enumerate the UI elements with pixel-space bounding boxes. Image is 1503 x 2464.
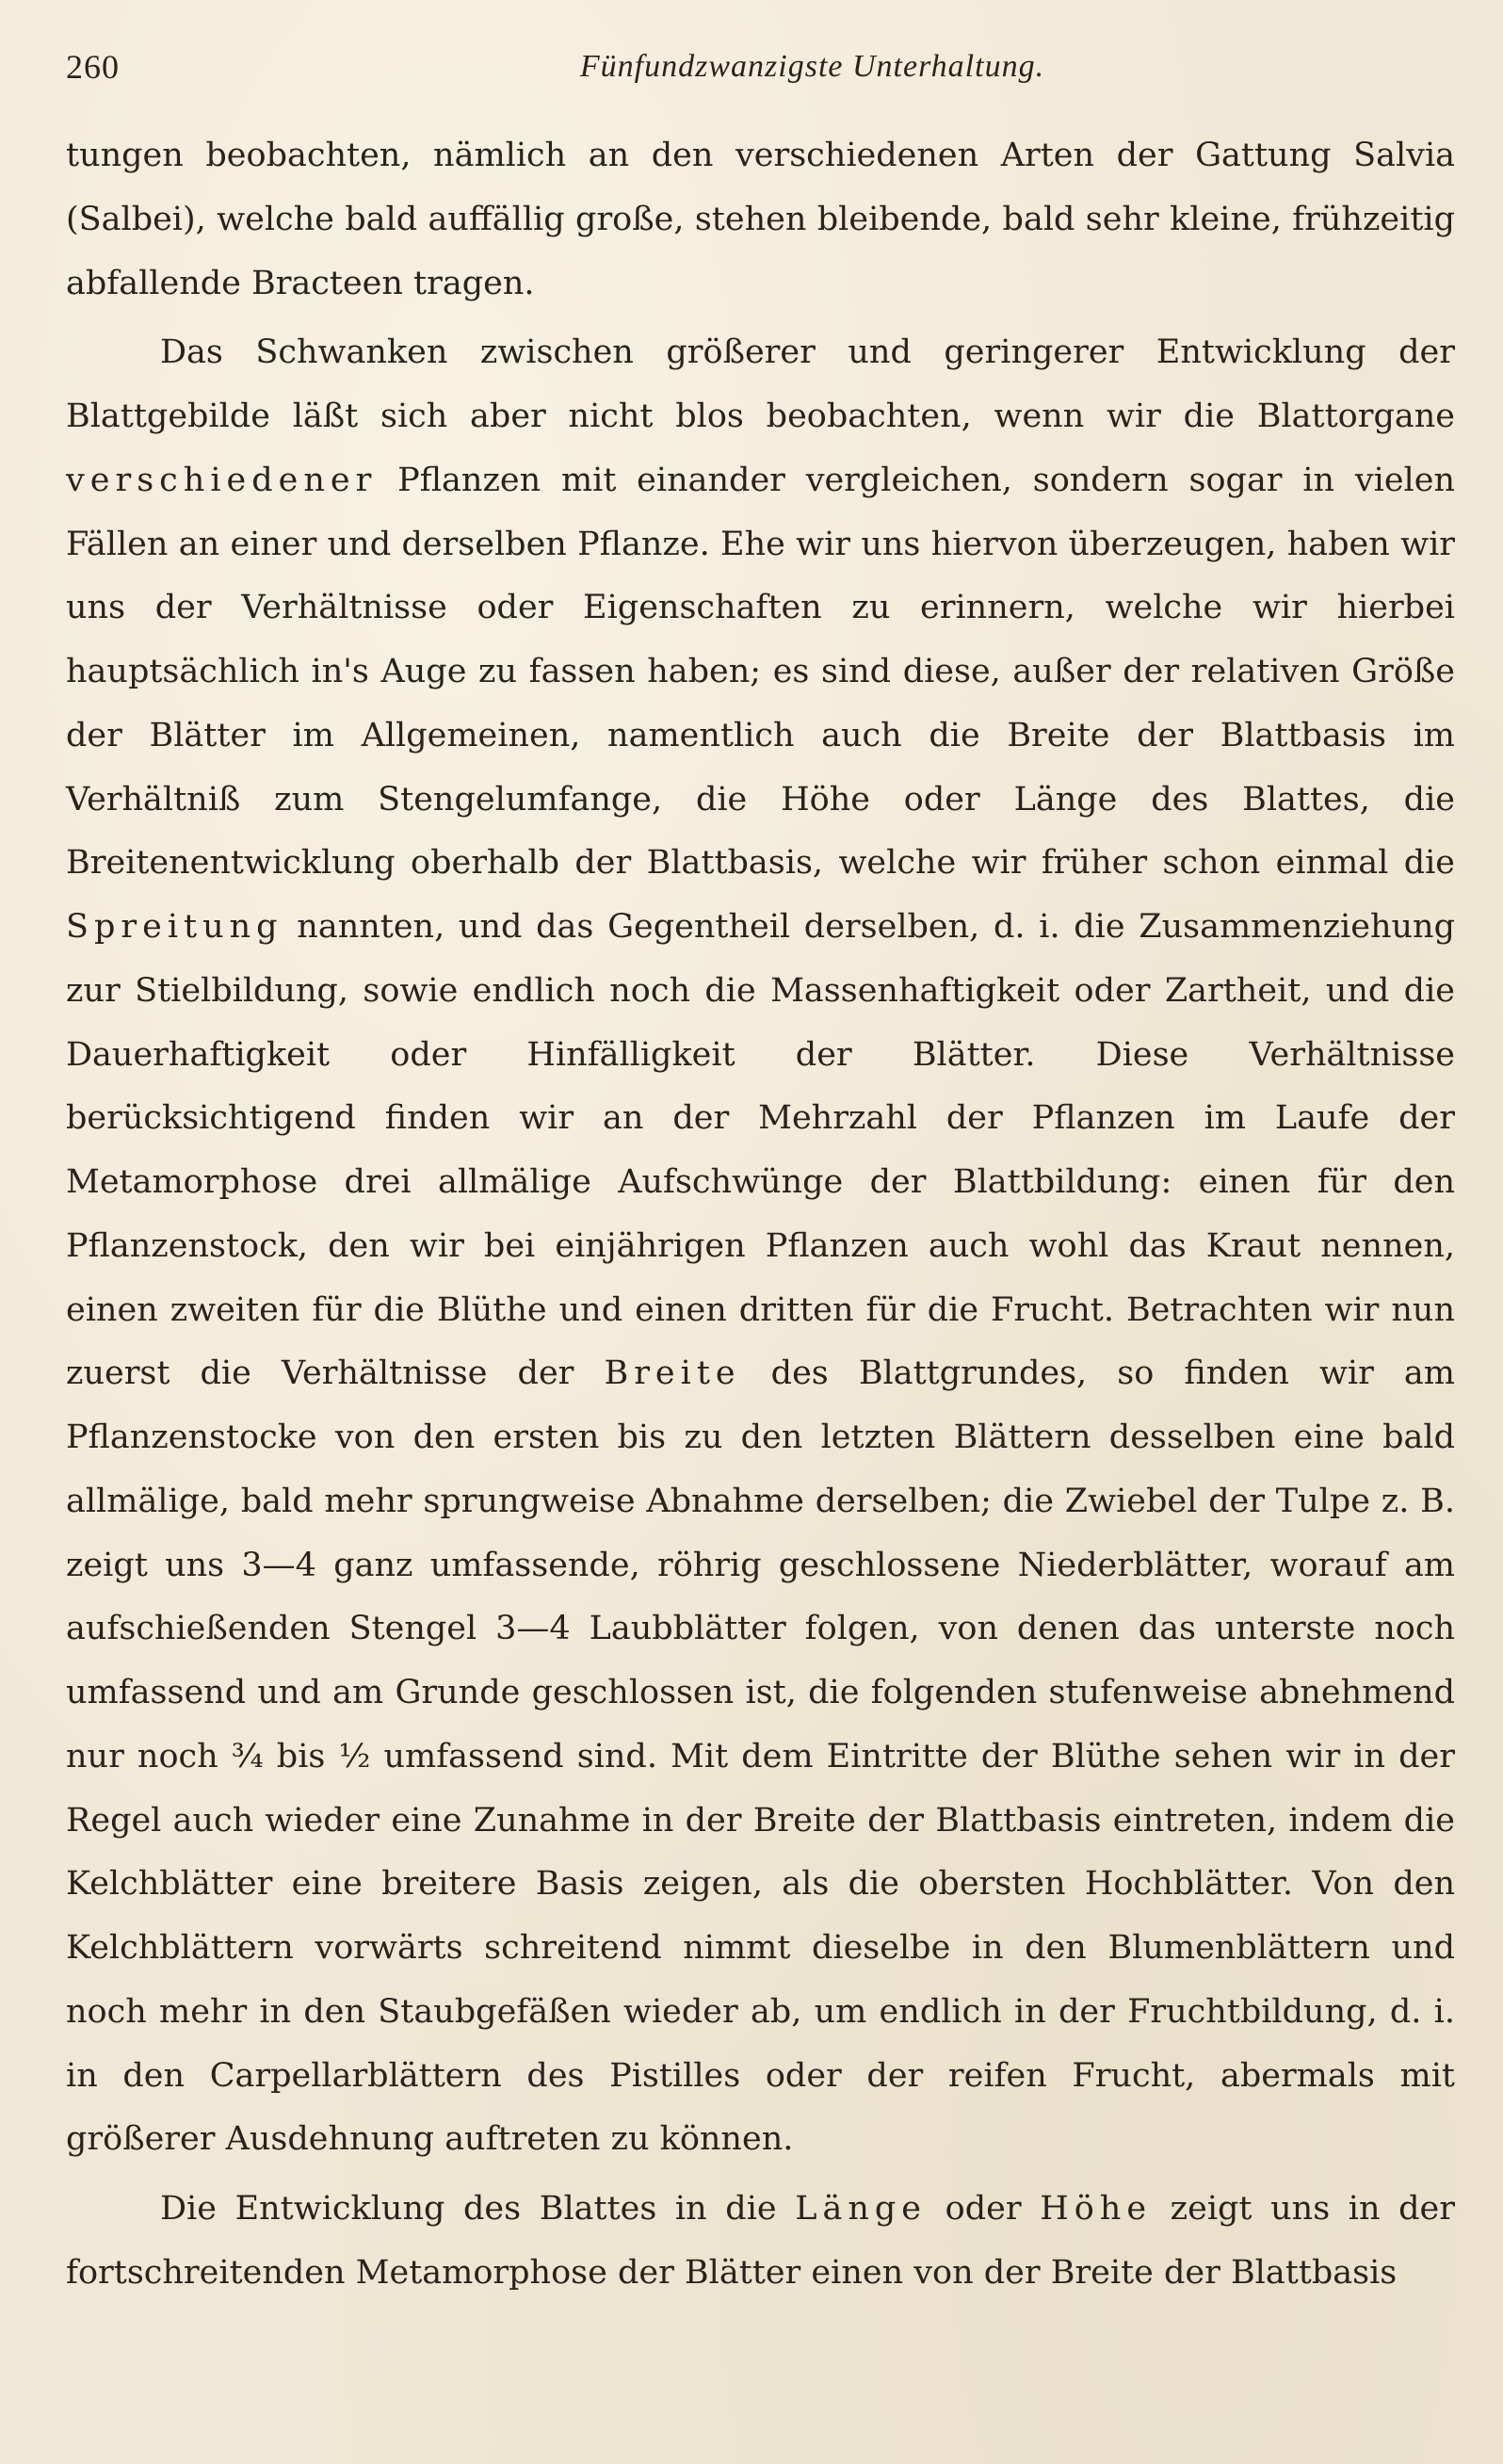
spaced-emphasis: Länge [795, 2190, 928, 2228]
text-run: des Blattgrundes, so finden wir am Pflanzenstocke von den ersten bis zu den letzten Blättern desselben eine bald allmälige, bald mehr sprungweise Abnahme derselben; die Zwiebel der Tulpe z. B. zeigt uns 3—4 ganz umfassende, röhrig geschlossene Niederblätter, worauf am aufschießenden Stengel 3—4 Laubblätter folgen, von denen das unterste noch umfassend und am Grunde geschlossen ist, die folgenden stufenweise abnehmend nur noch ¾ bis ½ umfassend sind. Mit dem Eintritte der Blüthe sehen wir in der Regel auch wieder eine Zunahme in der Breite der Blattbasis eintreten, indem die Kelchblätter eine breitere Basis zeigen, als die obersten Hochblätter. Von den Kelchblättern vorwärts schreitend nimmt dieselbe in den Blumenblättern und noch mehr in den Staubgefäßen wieder ab, um endlich in der Fruchtbildung, d. i. in den Carpellarblättern des Pistilles oder der reifen Frucht, abermals mit größerer Ausdehnung auftreten zu können. [66, 1354, 1455, 2159]
page-number: 260 [66, 48, 120, 86]
text-run: Pflanzen mit einander vergleichen, sondern sogar in vielen Fällen an einer und derselben Pflanze. Ehe wir uns hiervon überzeugen, haben wir uns der Verhältnisse oder Eigenschaften zu erinnern, welche wir hierbei hauptsächlich in's Auge zu fassen haben; es sind diese, außer der relativen Größe der Blätter im Allgemeinen, namentlich auch die Breite der Blattbasis im Verhältniß zum Stengelumfange, die Höhe oder Länge des Blattes, die Breitenentwicklung oberhalb der Blattbasis, welche wir früher schon einmal die [66, 461, 1455, 883]
spaced-emphasis: Spreitung [66, 908, 283, 946]
text-run: Die Entwicklung des Blattes in die [160, 2190, 796, 2228]
text-run: tungen beobachten, nämlich an den verschiedenen Arten der Gattung Salvia (Salbei), welche bald auffällig große, stehen bleibende, bald sehr kleine, frühzeitig abfallende Bracteen tragen. [66, 137, 1455, 302]
chapter-title: Fünfundzwanzigste Unterhaltung. [579, 49, 1045, 84]
text-run: Das Schwanken zwischen größerer und geringerer Entwicklung der Blattgebilde läßt sich aber nicht blos beobachten, wenn wir die Blattorgane [66, 333, 1455, 435]
body-text [66, 124, 1455, 2306]
text-run: oder [927, 2190, 1041, 2228]
spaced-emphasis: verschiedener [66, 461, 378, 499]
paragraph-1 [66, 124, 1455, 316]
paragraph-3 [66, 2178, 1455, 2306]
spaced-emphasis: Höhe [1040, 2190, 1153, 2228]
running-head [66, 43, 1455, 90]
spaced-emphasis: Breite [604, 1354, 741, 1393]
paragraph-2 [66, 321, 1455, 2172]
text-run: nannten, und das Gegentheil derselben, d. i. die Zusammenziehung zur Stielbildung, sowie endlich noch die Massenhaftigkeit oder Zartheit, und die Dauerhaftigkeit oder Hinfälligkeit der Blätter. Diese Verhältnisse berücksichtigend finden wir an der Mehrzahl der Pflanzen im Laufe der Metamorphose drei allmälige Aufschwünge der Blattbildung: einen für den Pflanzenstock, den wir bei einjährigen Pflanzen auch wohl das Kraut nennen, einen zweiten für die Blüthe und einen dritten für die Frucht. Betrachten wir nun zuerst die Verhältnisse der [66, 908, 1455, 1393]
text-run: zeigt uns in der fortschreitenden Metamorphose der Blätter einen von der Breite der Blattbasis [66, 2190, 1455, 2292]
